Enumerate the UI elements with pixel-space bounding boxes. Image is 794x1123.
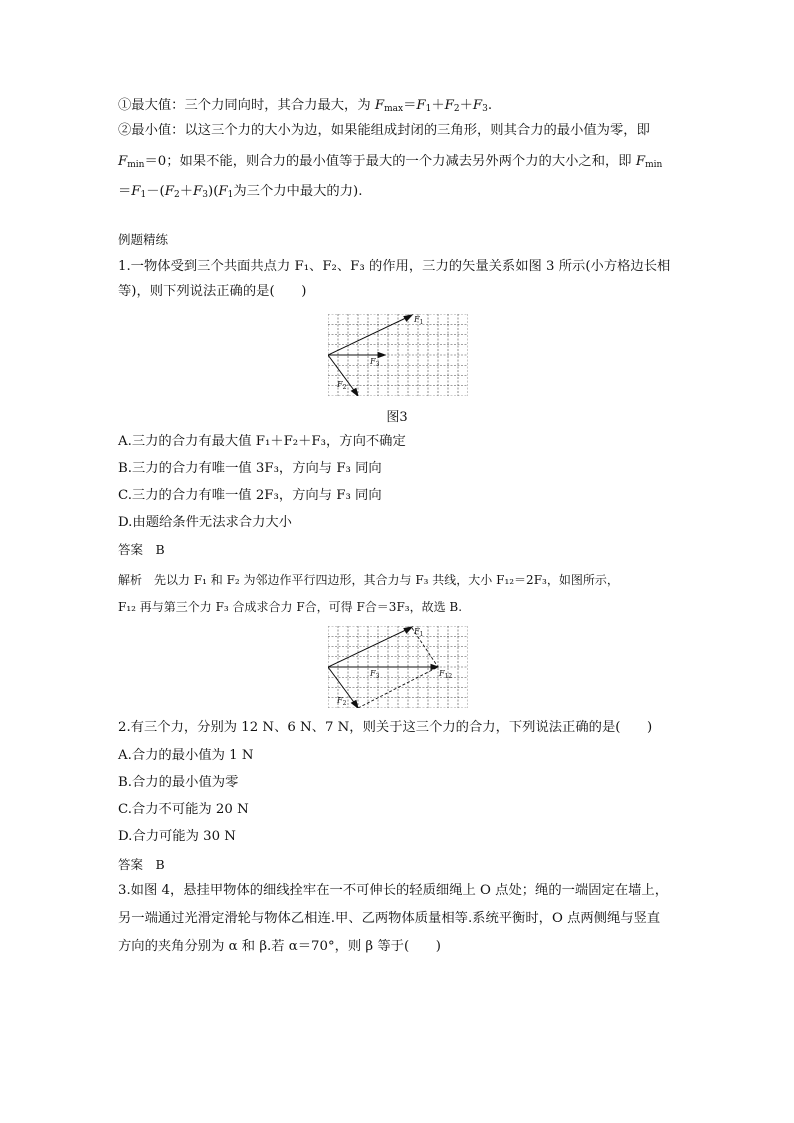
q1-analysis-line2: F₁₂ 再与第三个力 F₃ 合成求合力 F合，可得 F合＝3F₃，故选 B.	[118, 600, 463, 614]
q1-answer: 答案 B	[118, 542, 165, 557]
arrowhead-f1-b	[404, 627, 412, 633]
q1-option-c: C.三力的合力有唯一值 2F₃，方向与 F₃ 同向	[118, 488, 382, 503]
figure-3-caption: 图3	[386, 410, 408, 425]
q2-option-d: D.合力可能为 30 N	[118, 829, 236, 844]
min-value-line-3: $=F_1-(F_2+F_3)(F_1$为三个力中最大的力).	[118, 184, 363, 200]
q2-stem: 2.有三个力，分别为 12 N、6 N、7 N，则关于这三个力的合力，下列说法正确的是( )	[118, 720, 653, 735]
q1-stem-line2: 等)，则下列说法正确的是( )	[118, 284, 307, 299]
label-f12: $F_{12}$	[439, 669, 453, 680]
label-f1-b: $F_1$	[414, 627, 424, 638]
label-f1: $F_1$	[414, 315, 424, 326]
min-value-line-1: ②最小值：以这三个力的大小为边，如果能组成封闭的三角形，则其合力的最小值为零，即	[118, 123, 650, 138]
label-f3-b: $F_3$	[370, 669, 380, 680]
q1-option-d: D.由题给条件无法求合力大小	[118, 515, 292, 530]
min-value-line-2: $F_{min}=0$；如果不能，则合力的最小值等于最大的一个力减去另外两个力的大小之和，即 $F_{min}$	[118, 154, 663, 170]
arrowhead-f2-b	[352, 701, 359, 709]
label-f3: $F_3$	[370, 357, 380, 368]
q2-option-c: C.合力不可能为 20 N	[118, 802, 249, 817]
q1-option-a: A.三力的合力有最大值 F₁＋F₂＋F₃，方向不确定	[118, 434, 406, 449]
label-f2: $F_2$	[337, 380, 347, 391]
q3-line1: 3.如图 4，悬挂甲物体的细线拴牢在一不可伸长的轻质细绳上 O 点处；绳的一端固定在墙上，	[118, 883, 669, 898]
section-title: 例题精练	[118, 232, 169, 247]
q1-option-b: B.三力的合力有唯一值 3F₃，方向与 F₃ 同向	[118, 461, 382, 476]
arrowhead-f1	[404, 315, 412, 321]
q2-option-b: B.合力的最小值为零	[118, 775, 239, 790]
q1-analysis-line1: 解析 先以力 F₁ 和 F₂ 为邻边作平行四边形，其合力与 F₃ 共线，大小 F₁₂＝2F₃，如图所示，	[118, 573, 619, 587]
q2-option-a: A.合力的最小值为 1 N	[118, 748, 254, 763]
q1-stem-line1: 1.一物体受到三个共面共点力 F₁、F₂、F₃ 的作用，三力的矢量关系如图 3 所示(小方格边长相	[118, 259, 671, 274]
arrowhead-f12	[431, 665, 438, 670]
figure-3-vector-grid	[328, 314, 468, 396]
arrowhead-f2	[352, 389, 359, 397]
q3-line3: 方向的夹角分别为 α 和 β.若 α＝70°，则 β 等于( )	[118, 939, 441, 954]
max-value-line: ①最大值：三个力同向时，其合力最大，为 $F_{max}=F_1+F_2+F_3$.	[118, 98, 493, 114]
q3-line2: 另一端通过光滑定滑轮与物体乙相连.甲、乙两物体质量相等.系统平衡时，O 点两侧绳与竖直	[118, 911, 661, 926]
q2-answer: 答案 B	[118, 857, 165, 872]
analysis-parallelogram-figure	[328, 626, 468, 708]
arrowhead-f3	[378, 353, 385, 358]
label-f2-b: $F_2$	[337, 696, 347, 707]
